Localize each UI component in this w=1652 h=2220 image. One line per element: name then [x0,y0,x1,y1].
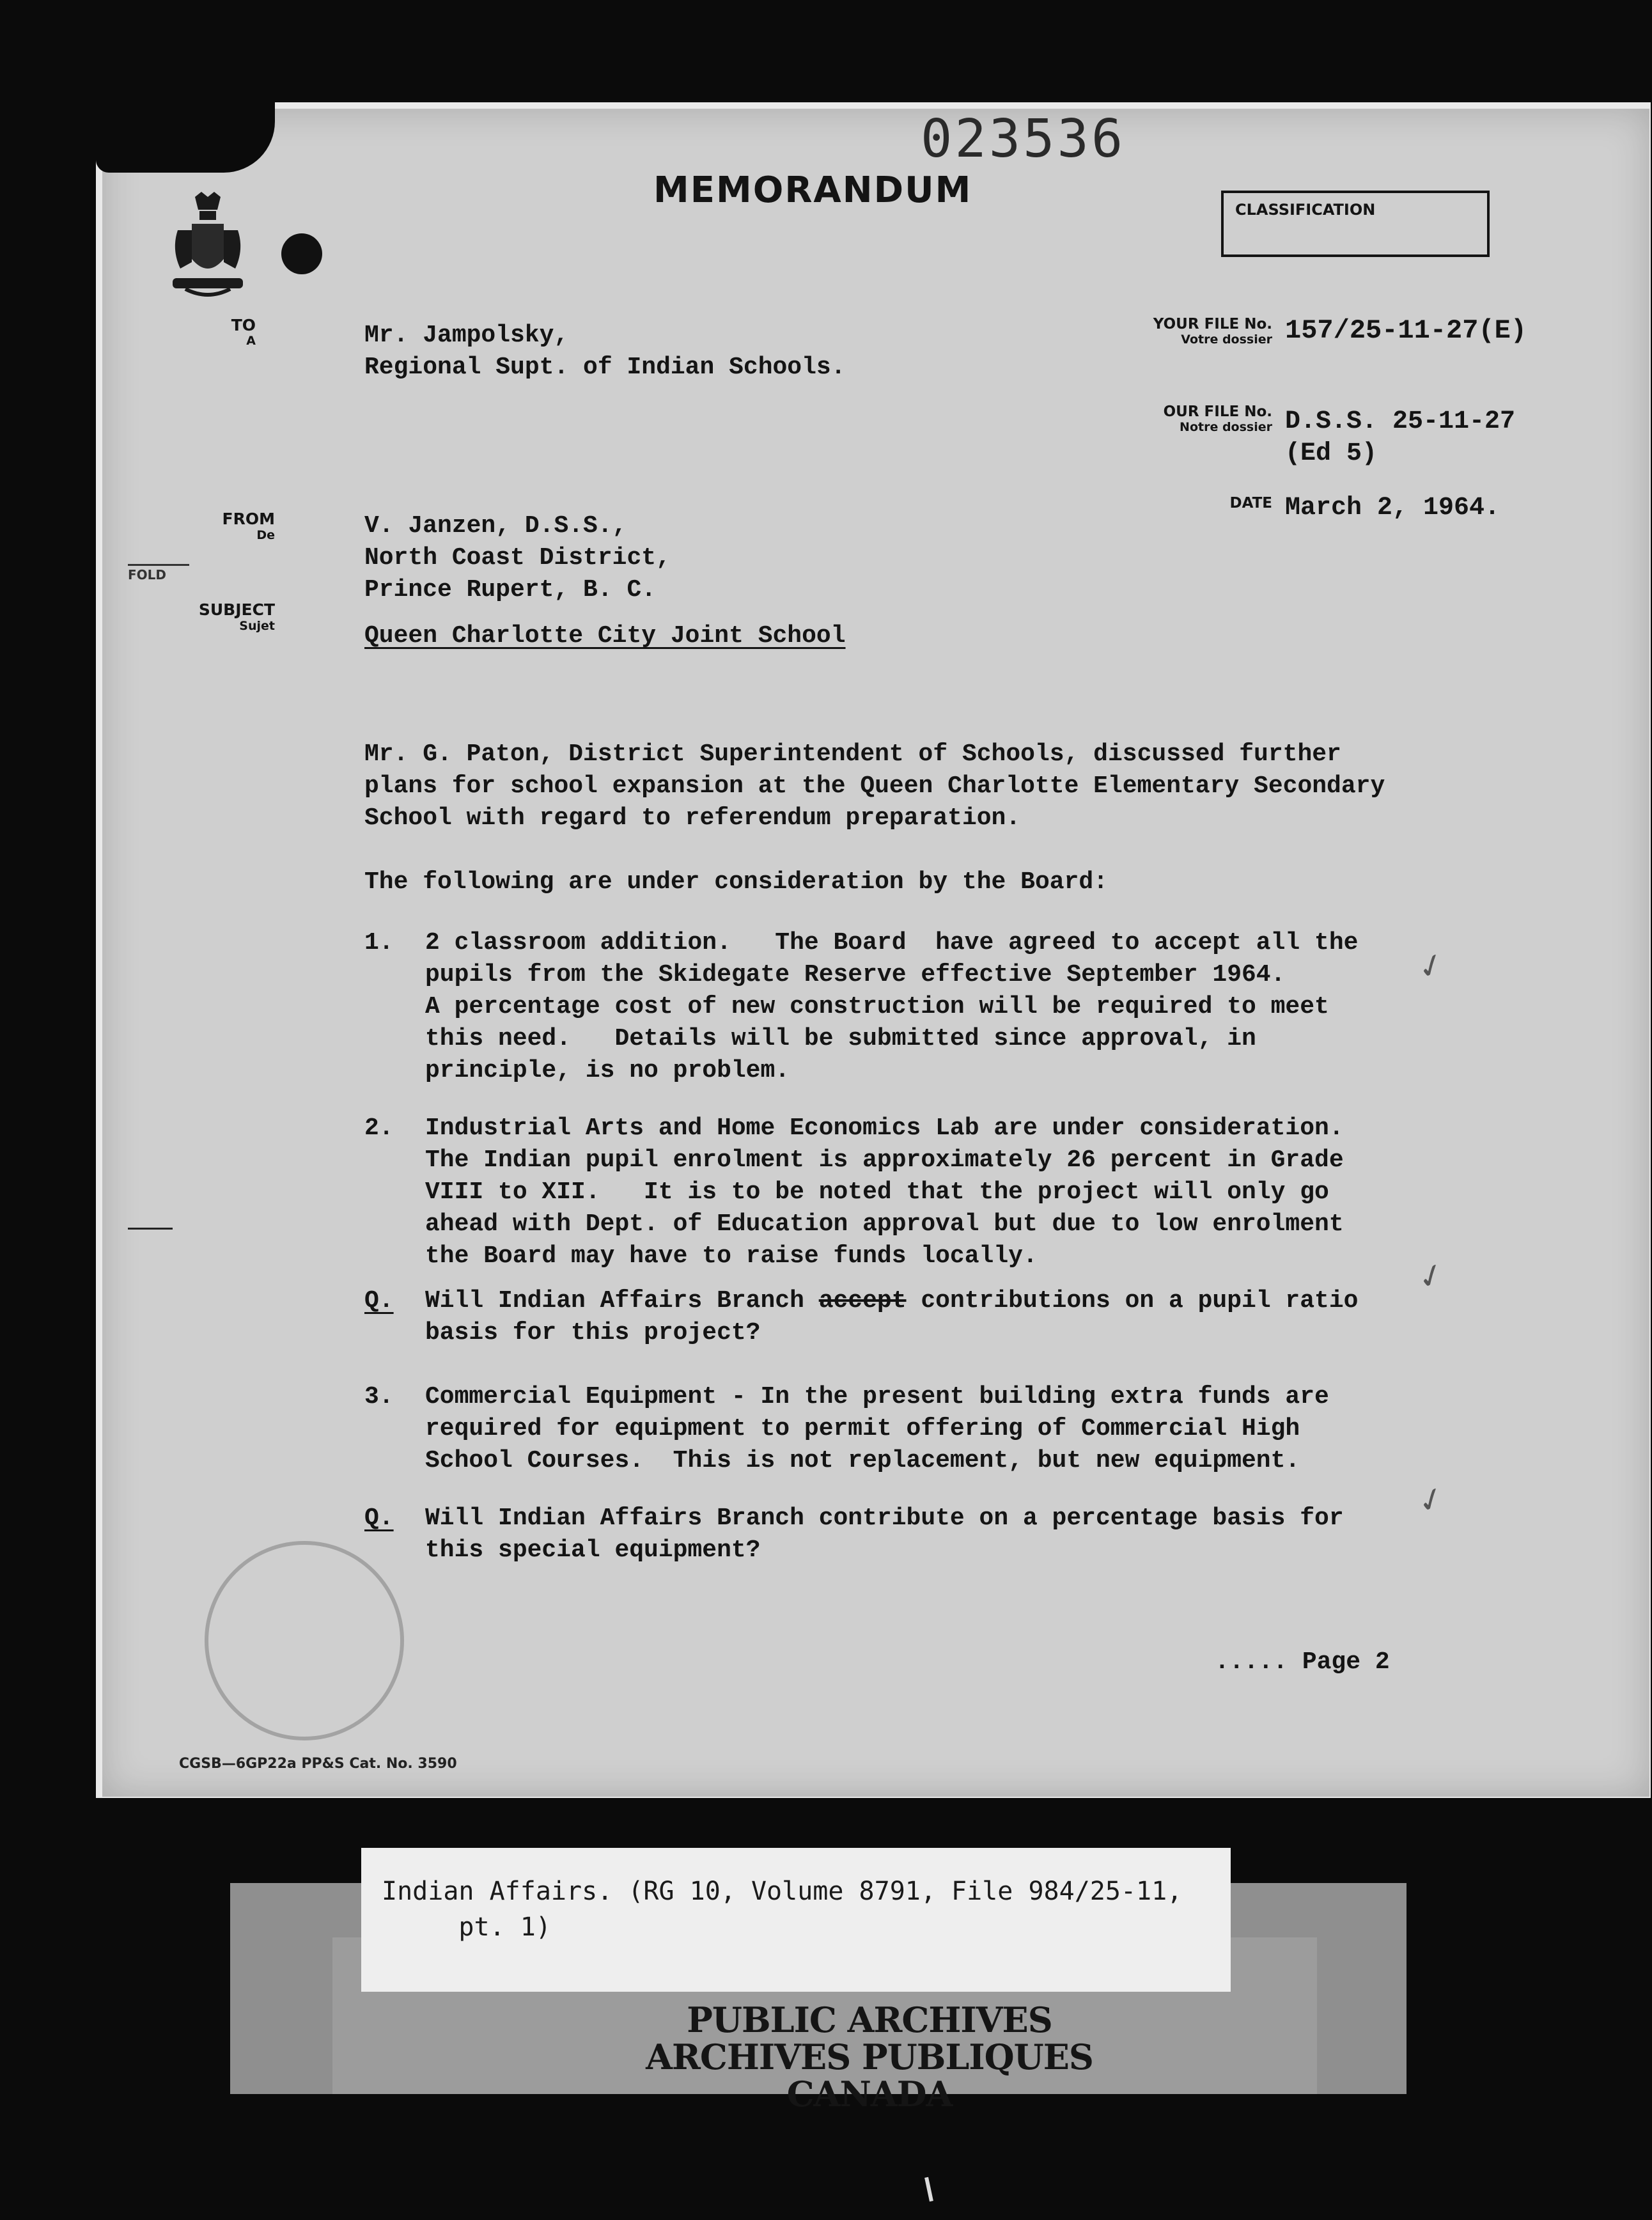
item-3-number: 3. [364,1383,394,1411]
form-code: CGSB—6GP22a PP&S Cat. No. 3590 [179,1756,457,1772]
memo-date: March 2, 1964. [1285,494,1500,522]
torn-corner [96,102,275,173]
check-mark-icon: ✓ [1412,1474,1449,1523]
to-name: Mr. Jampolsky, [364,322,569,349]
question-1-line2: basis for this project? [425,1319,761,1347]
folder-notch [924,2177,933,2201]
archives-stamp [588,2001,1151,2113]
coat-of-arms-icon [166,192,249,301]
your-file-label-fr: Votre dossier [1181,332,1272,347]
our-file-edition: (Ed 5) [1285,439,1378,468]
from-label-fr: De [256,528,275,542]
from-district: North Coast District, [364,544,671,572]
item-2-text: Industrial Arts and Home Economics Lab are under consideration. The Indian pupil enrolment is approximately 26 percent in Grade VIII to XII. It is to be noted that the project will only go ahead with Dept. of Education approval but due to low enrolment the Board may have to raise funds locally. [425,1114,1344,1270]
memorandum-page [102,109,1649,1797]
intro-paragraph: Mr. G. Paton, District Superintendent of Schools, discussed further plans for school expansion at the Queen Charlotte Elementary Secondary School with regard to referendum preparation. [364,740,1385,832]
question-1-line1: Will Indian Affairs Branch accept contributions on a pupil ratio [425,1287,1359,1315]
memo-title: MEMORANDUM [653,169,972,211]
check-mark-icon: ✓ [1412,1251,1449,1299]
to-label-fr: A [246,334,256,348]
item-1-number: 1. [364,929,394,957]
ink-blot [281,233,322,274]
struck-word: accept [818,1287,907,1315]
subject-line: Queen Charlotte City Joint School [364,622,846,650]
fold-mark: FOLD [128,564,189,582]
date-label: DATE [1229,495,1272,512]
archives-line-2: ARCHIVES PUBLIQUES [646,2036,1093,2077]
from-label: FROM [222,510,275,528]
archives-line-1: PUBLIC ARCHIVES [687,1999,1052,2040]
from-location: Prince Rupert, B. C. [364,576,657,604]
margin-dash [128,1228,173,1230]
check-mark-icon: ✓ [1412,941,1449,989]
classification-box [1221,191,1490,257]
your-file-label: YOUR FILE No. [1153,316,1272,332]
page-continuation: ..... Page 2 [1215,1648,1390,1676]
archive-reference: Indian Affairs. (RG 10, Volume 8791, File 984/25-11, pt. 1) [382,1877,1183,1942]
to-label: TO [231,316,256,334]
faded-stamp [205,1541,404,1740]
classification-label: CLASSIFICATION [1235,201,1376,219]
question-2-marker: Q. [364,1505,394,1532]
archives-line-3: CANADA [786,2074,953,2114]
item-3-text: Commercial Equipment - In the present building extra funds are required for equipment to permit offering of Commercial High School Courses. This is not replacement, but new equipment. [425,1383,1329,1474]
question-2-text: Will Indian Affairs Branch contribute on a percentage basis for this special equipment? [425,1505,1344,1564]
item-1-text: 2 classroom addition. The Board have agreed to accept all the pupils from the Skidegate Reserve effective September 1964. A percentage cost of new construction will be required to meet this need. Details will be submitted since approval, in principle, is no problem. [425,929,1359,1084]
to-title: Regional Supt. of Indian Schools. [364,354,846,381]
from-name: V. Janzen, D.S.S., [364,512,627,540]
document-number: 023536 [921,109,1126,169]
our-file-label-fr: Notre dossier [1180,420,1272,434]
our-file-number: D.S.S. 25-11-27 [1285,407,1516,436]
lead-sentence: The following are under consideration by the Board: [364,868,1108,896]
question-1-marker: Q. [364,1287,394,1315]
our-file-label: OUR FILE No. [1163,403,1272,420]
subject-label: SUBJECT [198,600,275,619]
item-2-number: 2. [364,1114,394,1142]
archive-reference-card [361,1848,1231,1992]
subject-label-fr: Sujet [239,619,275,633]
your-file-number: 157/25-11-27(E) [1285,315,1527,346]
